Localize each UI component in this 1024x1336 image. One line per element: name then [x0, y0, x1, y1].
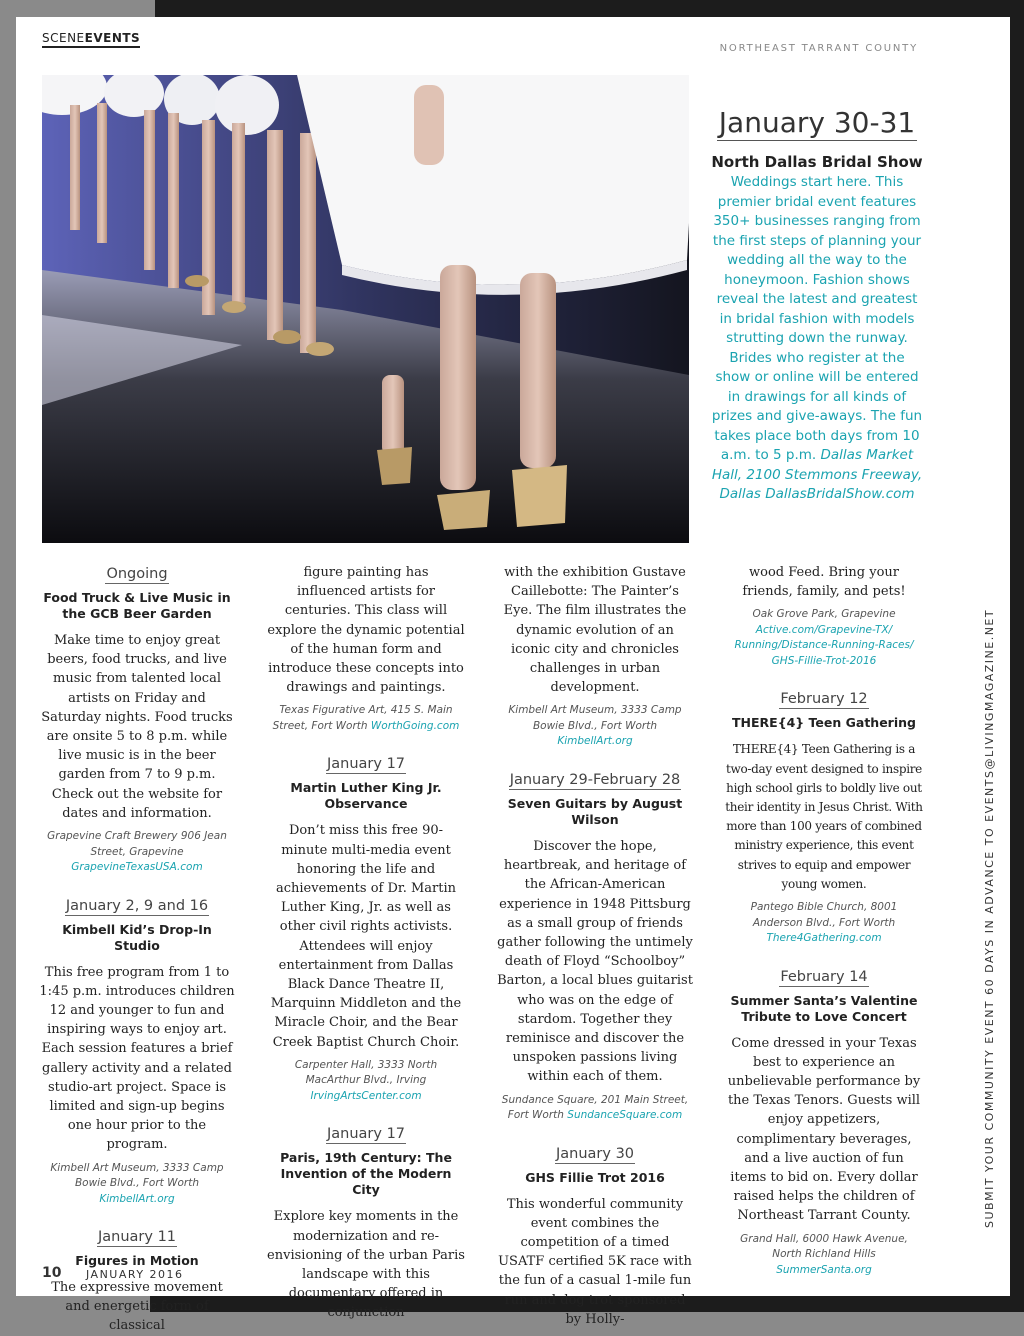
- page-edge-top: [155, 0, 1024, 17]
- event-description: figure painting has influenced artists for centuries. This class will explore the dynamic potential of the human form and introduce these concepts into drawings and paintings.: [267, 565, 465, 696]
- event-venue-address: Sundance Square, 201 Main Street, Fort Worth: [501, 1093, 689, 1122]
- event-description: wood Feed. Bring your friends, family, and pets!: [742, 565, 906, 600]
- event-date: February 14: [780, 968, 868, 985]
- event-description: THERE{4} Teen Gathering is a two-day event designed to inspire high school girls to boldly live out their identity in Jesus Christ. With more than 100 years of combined ministry experience, this event strives to equip and empower young women.: [725, 742, 923, 891]
- event-item: [725, 966, 923, 1279]
- event-title: Food Truck & Live Music in the GCB Beer Garden: [43, 590, 231, 621]
- event-item: [496, 769, 694, 1124]
- event-description: with the exhibition Gustave Caillebotte: The Painter’s Eye. The film illustrates the dynamic evolution of an iconic city and chronicles challenges in urban development.: [503, 565, 687, 696]
- event-venue: [496, 703, 694, 750]
- event-item: [38, 895, 236, 1208]
- event-title: Kimbell Kid’s Drop-In Studio: [62, 921, 212, 953]
- event-venue-address: Oak Grove Park, Grapevine: [752, 608, 896, 621]
- event-item: [38, 563, 236, 876]
- event-item: [496, 1143, 694, 1329]
- event-venue-address: Texas Figurative Art, 415 S. Main Street, Fort Worth: [272, 704, 453, 732]
- event-description: The expressive movement and energetic form of classical: [51, 1280, 223, 1334]
- event-venue: [267, 1058, 465, 1105]
- event-date: January 29-February 28: [509, 771, 681, 788]
- featured-event-date: January 30-31: [717, 107, 917, 141]
- submission-note: SUBMIT YOUR COMMUNITY EVENT 60 DAYS IN ADVANCE TO EVENTS@LIVINGMAGAZINE.NET: [983, 608, 996, 1228]
- event-link[interactable]: Active.com/Grapevine-TX/ Running/Distance-Running-Races/ GHS-Fillie-Trot-2016: [734, 623, 914, 667]
- event-venue: [38, 829, 236, 876]
- event-item-continued: [496, 563, 694, 750]
- event-title: GHS Fillie Trot 2016: [525, 1169, 665, 1185]
- magazine-page: [16, 17, 1010, 1334]
- section-tag-scene: SCENE: [42, 31, 85, 45]
- event-title: THERE{4} Teen Gathering: [732, 715, 916, 731]
- event-link[interactable]: GrapevineTexasUSA.com: [71, 861, 203, 874]
- event-venue: [496, 1093, 694, 1124]
- section-tag: [42, 31, 140, 48]
- event-venue-address: Pantego Bible Church, 8001 Anderson Blvd., Fort Worth: [750, 901, 898, 929]
- event-date: February 12: [780, 691, 868, 708]
- events-column-2: [267, 563, 465, 1323]
- event-item: [267, 1123, 465, 1322]
- featured-event-title: North Dallas Bridal Show: [711, 153, 923, 172]
- runway-photo: [42, 75, 689, 543]
- event-venue: [725, 1232, 923, 1279]
- event-item: [267, 753, 465, 1104]
- featured-event: [710, 107, 924, 505]
- event-item-continued: [267, 563, 465, 734]
- event-link[interactable]: KimbellArt.org: [557, 735, 633, 748]
- event-venue-address: Kimbell Art Museum, 3333 Camp Bowie Blvd., Fort Worth: [508, 704, 682, 732]
- event-link[interactable]: KimbellArt.org: [99, 1192, 175, 1205]
- featured-event-description: [710, 173, 924, 505]
- region-label: NORTHEAST TARRANT COUNTY: [719, 43, 918, 54]
- events-column-3: [496, 563, 694, 1329]
- event-date: January 30: [555, 1145, 635, 1162]
- event-link[interactable]: WorthGoing.com: [370, 719, 460, 732]
- event-venue-address: Grand Hall, 6000 Hawk Avenue, North Richland Hills: [740, 1232, 908, 1261]
- event-title: Paris, 19th Century: The Invention of the Modern City: [280, 1150, 452, 1198]
- events-column-1: [38, 563, 236, 1336]
- event-venue-address: Kimbell Art Museum, 3333 Camp Bowie Blvd., Fort Worth: [50, 1161, 224, 1190]
- event-date: January 17: [326, 756, 406, 773]
- event-title: Seven Guitars by August Wilson: [507, 795, 683, 827]
- event-description: This wonderful community event combines the competition of a timed USATF certified 5K race with the fun of a casual 1-mile fun run and dog trot sponsored by Holly-: [498, 1196, 692, 1327]
- event-title: Martin Luther King Jr. Observance: [290, 780, 442, 812]
- event-description: Discover the hope, heartbreak, and heritage of the African-American experience in 1948 Pittsburg as a small group of friends gather following the untimely death of Floyd “Schoolboy” Barton, a local blues guitarist who was on the edge of stardom. Together they reminisce and discover the unspoken passions living within each of them.: [497, 838, 693, 1085]
- event-link[interactable]: There4Gathering.com: [766, 932, 882, 945]
- event-description: Don’t miss this free 90-minute multi-media event honoring the life and achievements of Dr. Martin Luther King, Jr. as well as other civil rights activists. Attendees will enjoy entertainment from Dallas Black Dance Theatre II, Marquinn Middleton and the Miracle Choir, and the Bear Creek Baptist Church Choir.: [270, 823, 462, 1050]
- event-venue: [725, 607, 923, 669]
- event-date: Ongoing: [106, 566, 168, 582]
- event-venue-address: Grapevine Craft Brewery 906 Jean Street, Grapevine: [47, 830, 227, 858]
- section-tag-events: EVENTS: [84, 31, 141, 45]
- event-venue: [725, 900, 923, 947]
- event-description: Explore key moments in the modernization and re-envisioning of the urban Paris landscape with this documentary offered in conjunction: [267, 1209, 465, 1321]
- event-item: [725, 688, 923, 946]
- event-item-continued: [725, 563, 923, 669]
- event-description: Come dressed in your Texas best to experience an unbelievable performance by the Texas Tenors. Guests will enjoy appetizers, complimentary beverages, and a live auction of fun items to bid on. Every dollar raised helps the children of Northeast Tarrant County.: [727, 1035, 921, 1224]
- event-link[interactable]: IrvingArtsCenter.com: [310, 1089, 422, 1102]
- event-date: January 17: [326, 1126, 406, 1143]
- event-date: January 2, 9 and 16: [65, 897, 209, 914]
- event-venue: [38, 1161, 236, 1208]
- issue-date: JANUARY 2016: [86, 1268, 184, 1281]
- event-venue-address: Carpenter Hall, 3333 North MacArthur Blvd., Irving: [294, 1058, 438, 1087]
- event-title: Summer Santa’s Valentine Tribute to Love Concert: [730, 992, 918, 1024]
- featured-event-body: Weddings start here. This premier bridal event features 350+ businesses ranging from the first steps of planning your wedding all the way to the honeymoon. Fashion shows reveal the latest and greatest in bridal fashion with models strutting down the runway. Brides who register at the show or online will be entered in drawings for all kinds of prizes and give-aways. The fun takes place both days from 10 a.m. to 5 p.m.: [711, 174, 923, 464]
- page-number: 10: [42, 1265, 62, 1281]
- event-link[interactable]: SundanceSquare.com: [567, 1109, 683, 1122]
- events-column-4: [725, 563, 923, 1278]
- page-edge-right: [1010, 0, 1024, 1312]
- event-venue: [267, 703, 465, 734]
- event-title: Figures in Motion: [75, 1253, 199, 1269]
- event-date: January 11: [97, 1229, 177, 1246]
- event-link[interactable]: SummerSanta.org: [776, 1263, 872, 1276]
- featured-event-venue: Dallas Market Hall, 2100 Stemmons Freeway, Dallas DallasBridalShow.com: [711, 447, 923, 503]
- runway-illustration: [42, 75, 689, 543]
- event-description: Make time to enjoy great beers, food trucks, and live music from talented local artists on Friday and Saturday nights. Food trucks are onsite 5 to 8 p.m. while live music is in the beer garden from 7 to 9 p.m. Check out the website for dates and information.: [41, 633, 233, 821]
- event-description: This free program from 1 to 1:45 p.m. introduces children 12 and younger to fun and inspiring ways to enjoy art. Each session features a brief gallery activity and a related studio-art project. Space is limited and sign-up begins one hour prior to the program.: [39, 964, 235, 1153]
